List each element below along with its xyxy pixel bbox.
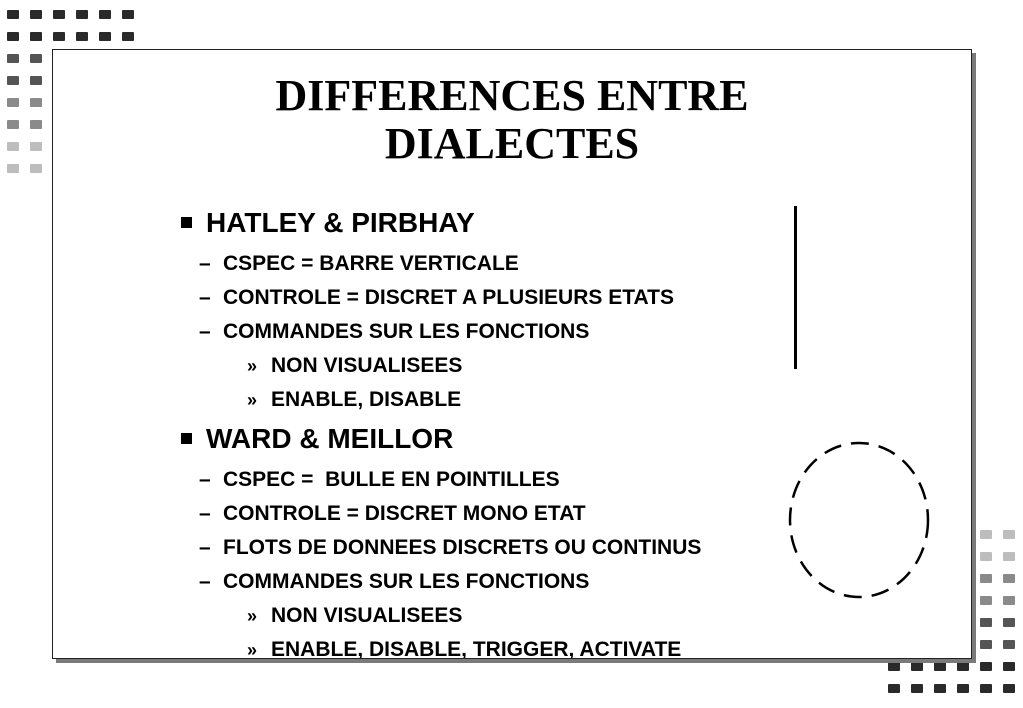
decorative-square <box>30 120 42 129</box>
decorative-square <box>1003 662 1015 671</box>
decorative-square <box>1003 684 1015 693</box>
decorative-square <box>957 662 969 671</box>
decorative-square <box>30 98 42 107</box>
decorative-square <box>30 142 42 151</box>
sub-list-item: » ENABLE, DISABLE <box>247 388 462 411</box>
decorative-square <box>1003 640 1015 649</box>
decorative-square <box>7 10 19 19</box>
decorative-square <box>980 596 992 605</box>
list-item: – FLOTS DE DONNEES DISCRETS OU CONTINUS <box>199 536 702 559</box>
list-item: – CSPEC = BULLE EN POINTILLES <box>199 468 560 491</box>
title-line-2: DIALECTES <box>384 119 640 168</box>
square-bullet-icon <box>181 433 192 444</box>
section-heading-ward: WARD & MEILLOR <box>181 423 453 455</box>
decorative-square <box>122 10 134 19</box>
list-item: – CONTROLE = DISCRET A PLUSIEURS ETATS <box>199 286 674 309</box>
decorative-square <box>122 32 134 41</box>
decorative-square <box>99 10 111 19</box>
decorative-square <box>980 574 992 583</box>
decorative-square <box>1003 530 1015 539</box>
slide-frame <box>52 49 972 659</box>
decorative-square <box>980 530 992 539</box>
decorative-square <box>76 32 88 41</box>
decorative-square <box>934 684 946 693</box>
decorative-square <box>7 98 19 107</box>
chevron-icon: » <box>247 356 258 376</box>
dash-icon: – <box>199 286 211 309</box>
list-item: – COMMANDES SUR LES FONCTIONS <box>199 320 590 343</box>
chevron-icon: » <box>247 390 258 410</box>
decorative-square <box>911 684 923 693</box>
decorative-square <box>7 164 19 173</box>
decorative-square <box>980 640 992 649</box>
sub-list-item: » ENABLE, DISABLE, TRIGGER, ACTIVATE <box>247 638 682 659</box>
decorative-square <box>1003 596 1015 605</box>
decorative-square <box>53 10 65 19</box>
decorative-square <box>76 10 88 19</box>
sub-list-item: » NON VISUALISEES <box>247 354 463 377</box>
decorative-square <box>1003 618 1015 627</box>
decorative-square <box>7 54 19 63</box>
dash-icon: – <box>199 536 211 559</box>
dash-icon: – <box>199 320 211 343</box>
list-item: – CONTROLE = DISCRET MONO ETAT <box>199 502 586 525</box>
decorative-square <box>888 662 900 671</box>
decorative-square <box>7 32 19 41</box>
decorative-square <box>1003 552 1015 561</box>
list-item: – COMMANDES SUR LES FONCTIONS <box>199 570 590 593</box>
decorative-square <box>7 76 19 85</box>
decorative-square <box>1003 574 1015 583</box>
dash-icon: – <box>199 570 211 593</box>
dash-icon: – <box>199 468 211 491</box>
decorative-square <box>980 552 992 561</box>
section-heading-hatley: HATLEY & PIRBHAY <box>181 207 475 239</box>
decorative-square <box>30 54 42 63</box>
list-item: – CSPEC = BARRE VERTICALE <box>199 252 519 275</box>
decorative-square <box>30 76 42 85</box>
decorative-square <box>934 662 946 671</box>
decorative-square <box>911 662 923 671</box>
decorative-square <box>980 662 992 671</box>
title-line-1: DIFFERENCES ENTRE <box>275 71 749 120</box>
sub-list-item: » NON VISUALISEES <box>247 604 463 627</box>
decorative-square <box>957 684 969 693</box>
decorative-square <box>980 684 992 693</box>
decorative-square <box>30 164 42 173</box>
decorative-square <box>99 32 111 41</box>
dash-icon: – <box>199 502 211 525</box>
decorative-square <box>7 142 19 151</box>
slide-content <box>53 50 971 658</box>
dashed-bubble-illustration <box>785 438 933 602</box>
dash-icon: – <box>199 252 211 275</box>
chevron-icon: » <box>247 640 258 659</box>
decorative-square <box>30 32 42 41</box>
decorative-square <box>53 32 65 41</box>
decorative-square <box>30 10 42 19</box>
decorative-square <box>980 618 992 627</box>
vertical-bar-cspec-illustration <box>794 206 797 369</box>
decorative-square <box>888 684 900 693</box>
chevron-icon: » <box>247 606 258 626</box>
square-bullet-icon <box>181 217 192 228</box>
decorative-square <box>7 120 19 129</box>
